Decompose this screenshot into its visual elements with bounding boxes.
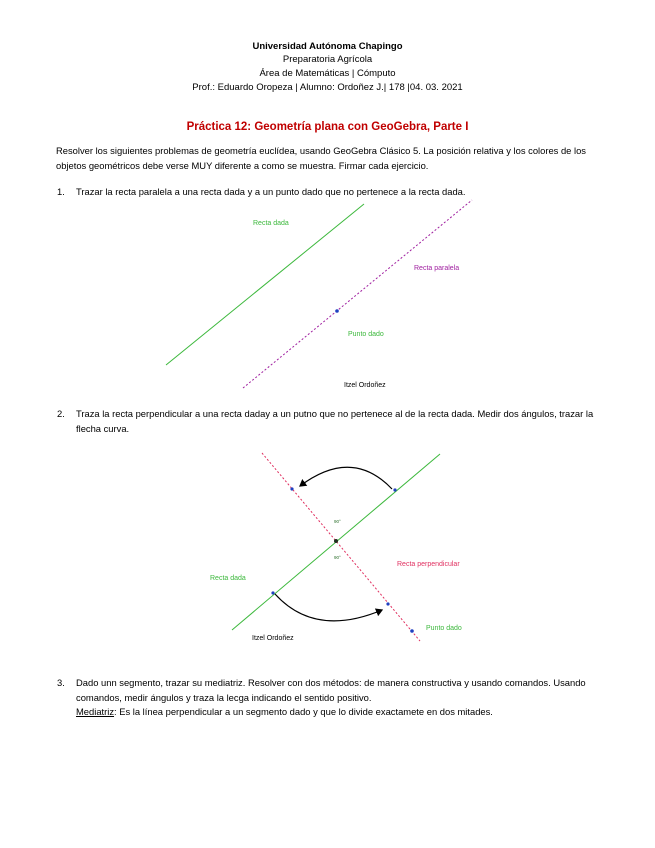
intro-paragraph: Resolver los siguientes problemas de geometría euclídea, usando GeoGebra Clásico 5. La posición relativa y los colores de los objetos geométricos debe verse MUY diferente a como se muestra. Firmar cada ejercicio. <box>56 145 586 171</box>
question-2-text: Traza la recta perpendicular a una recta daday a un putno que no pertenece al de la recta dada. Medir dos ángulos, trazar la flecha curva. <box>76 408 594 434</box>
question-2-number: 2. <box>57 408 65 419</box>
definition-term: Mediatriz <box>76 706 115 717</box>
parallel-line-label: Recta paralela <box>414 265 460 272</box>
angle-label-1: 90° <box>334 519 341 524</box>
question-1-number: 1. <box>57 186 65 197</box>
curved-arrow-bottom <box>275 594 382 621</box>
university-name: Universidad Autónoma Chapingo <box>252 41 403 52</box>
area-name: Área de Matemáticas | Cómputo <box>259 68 396 79</box>
angle-label-2: 90° <box>334 555 341 560</box>
point-bottom-left <box>271 591 274 594</box>
perpendicular-line-label: Recta perpendicular <box>397 561 460 568</box>
question-3-text <box>76 676 616 720</box>
intersection-point <box>334 539 338 543</box>
definition-text: : Es la línea perpendicular a un segmento dado y que lo divide exactamete en dos mitades. <box>114 706 493 717</box>
given-point-label: Punto dado <box>426 625 462 632</box>
signature-1: Itzel Ordoñez <box>344 382 386 389</box>
signature-2: Itzel Ordoñez <box>252 635 294 642</box>
given-point-label: Punto dado <box>348 331 384 338</box>
point-bottom-right <box>386 602 389 605</box>
question-1-text: Trazar la recta paralela a una recta dada y a un punto dado que no pertenece a la recta dada. <box>76 186 466 197</box>
question-3-number: 3. <box>57 677 65 688</box>
point-top-left <box>290 487 293 490</box>
given-line-label: Recta dada <box>253 220 289 227</box>
curved-arrow-top <box>300 467 392 489</box>
author-info: Prof.: Eduardo Oropeza | Alumno: Ordoñez J.| 178 |04. 03. 2021 <box>192 82 463 93</box>
school-name: Preparatoria Agrícola <box>282 54 373 65</box>
given-point <box>410 629 414 633</box>
page-title: Práctica 12: Geometría plana con GeoGebra, Parte I <box>186 121 469 133</box>
question-3-body: Dado unn segmento, trazar su mediatriz. Resolver con dos métodos: de manera constructiva y usando comandos. Usando comandos, medir ángulos y traza la lecga indicando el sentido positivo. <box>76 677 586 703</box>
given-line-label: Recta dada <box>210 575 246 582</box>
perpendicular-line <box>262 453 420 641</box>
point-top-right <box>393 488 396 491</box>
